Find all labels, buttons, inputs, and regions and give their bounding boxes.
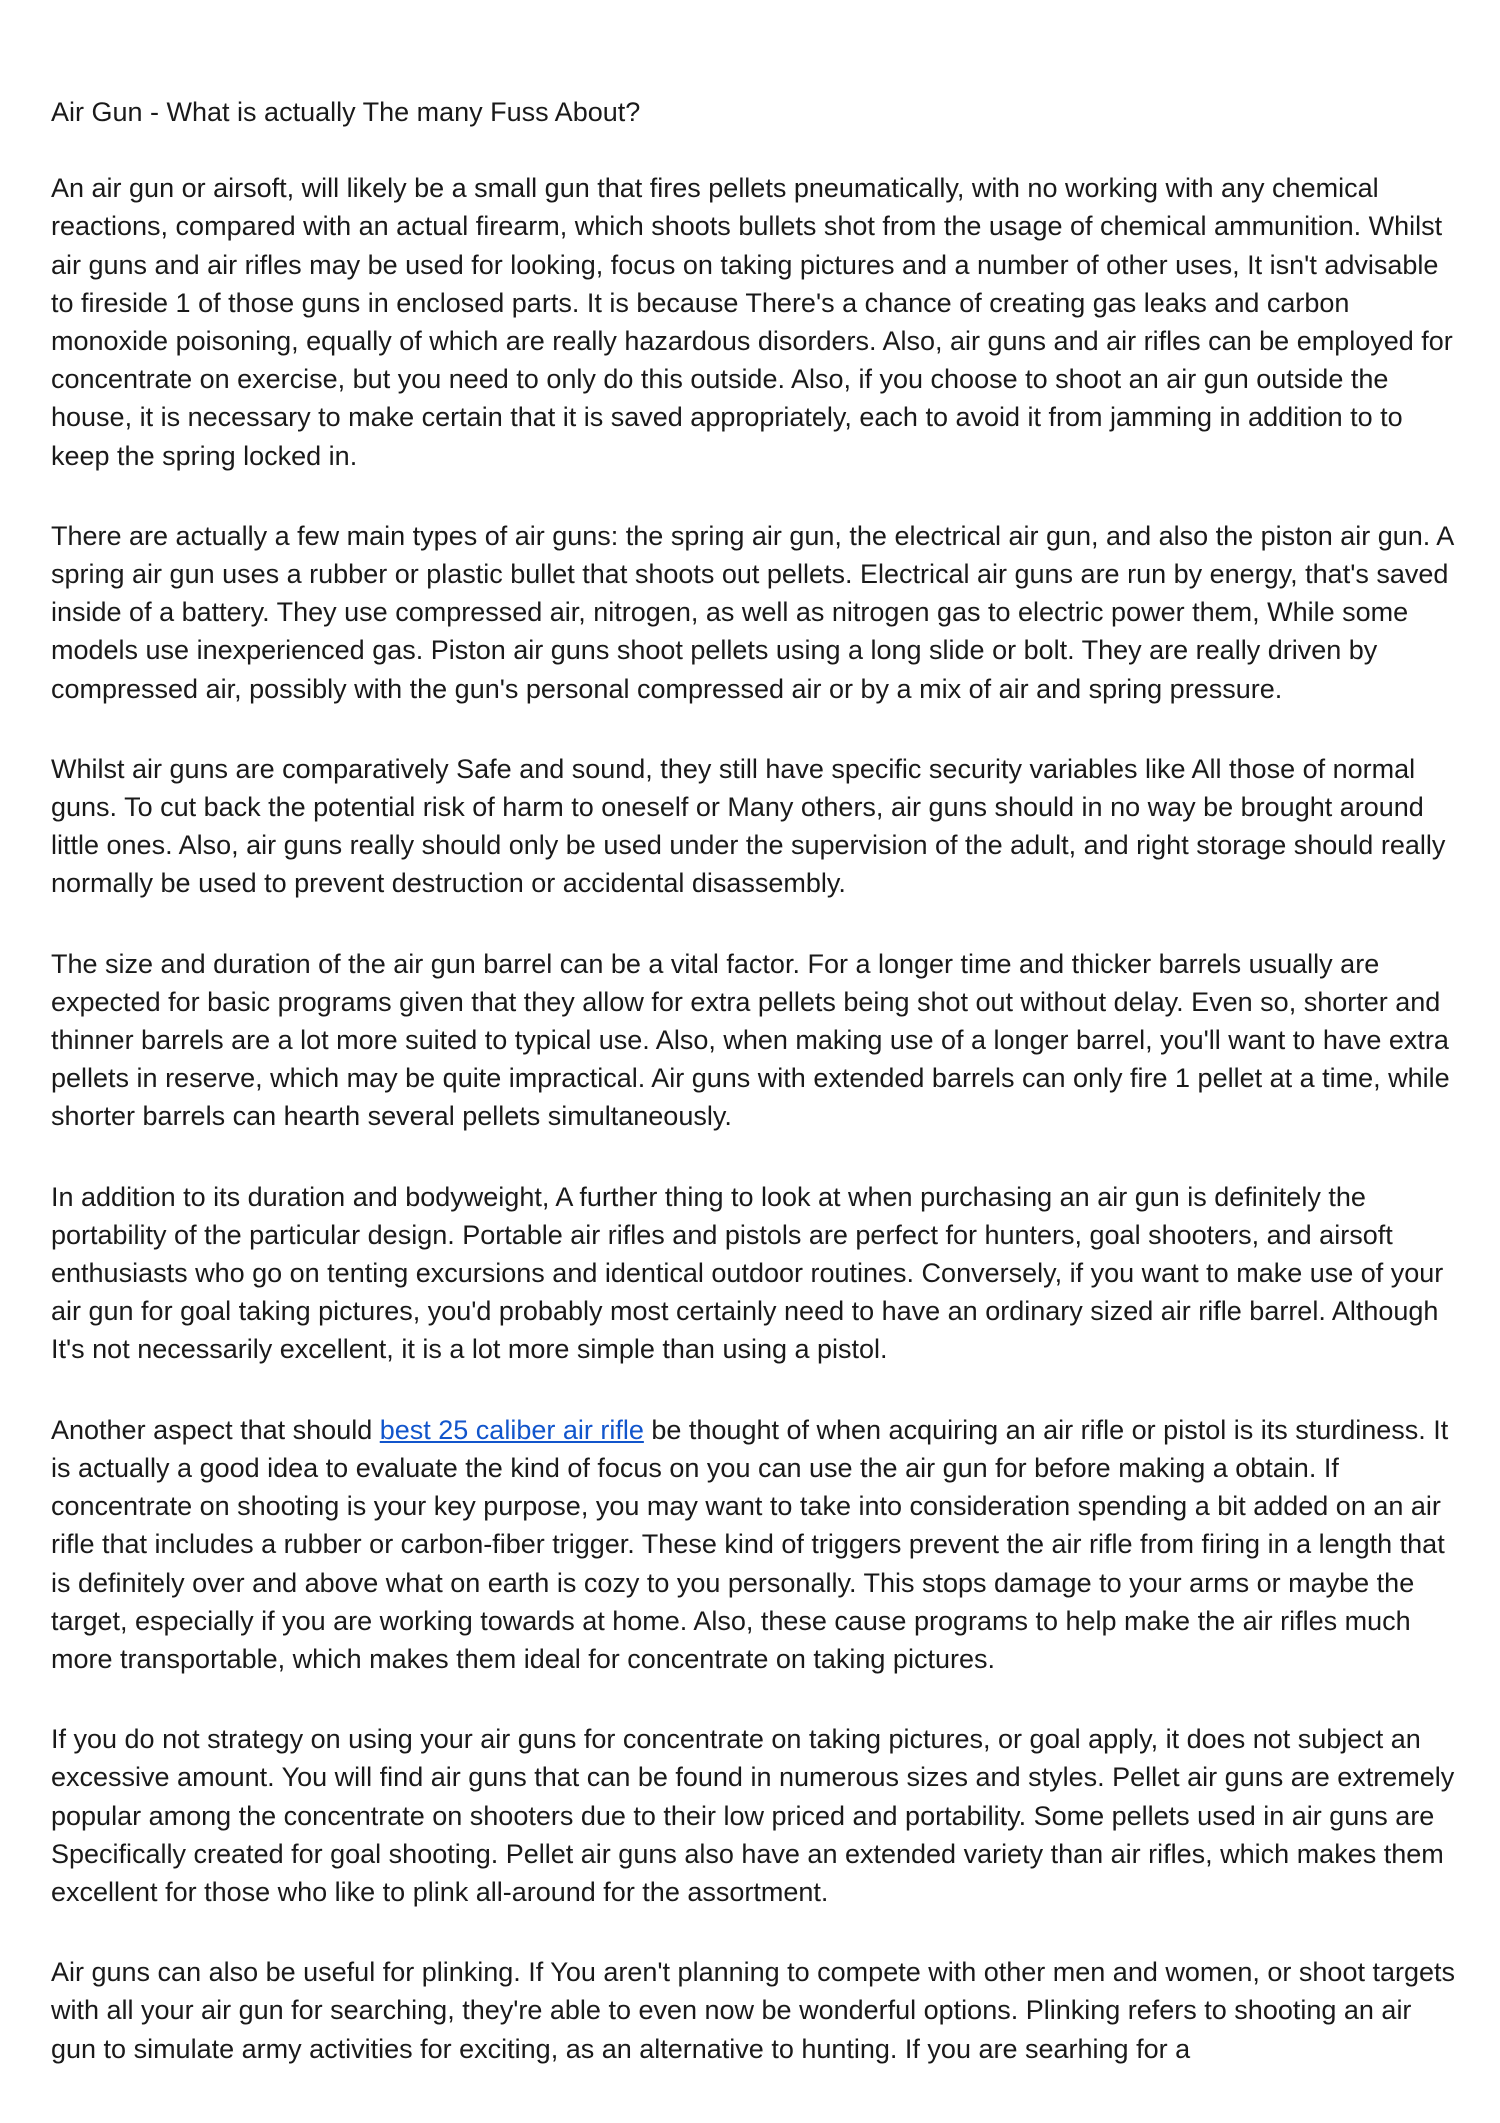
best-25-caliber-air-rifle-link[interactable]: best 25 caliber air rifle xyxy=(379,1414,644,1445)
paragraph-intro: An air gun or airsoft, will likely be a small gun that fires pellets pneumatically, with no working with any chemical reactions, compared with an actual firearm, which shoots bullets shot from the usage of chemical ammunition. Whilst air guns and air rifles may be used for looking, focus on taking pictures and a number of other uses, It isn't advisable to fireside 1 of those guns in enclosed parts. It is because There's a chance of creating gas leaks and carbon monoxide poisoning, equally of which are really hazardous disorders. Also, air guns and air rifles can be employed for concentrate on exercise, but you need to only do this outside. Also, if you choose to shoot an air gun outside the house, it is necessary to make certain that it is saved appropriately, each to avoid it from jamming in addition to to keep the spring locked in. xyxy=(51,173,1453,471)
paragraph-sturdiness-after: be thought of when acquiring an air rifle or pistol is its sturdiness. It is actually a good idea to evaluate the kind of focus on you can use the air gun for before making a obtain. If concentrate on shooting is your key purpose, you may want to take into consideration spending a bit added on an air rifle that includes a rubber or carbon-fiber trigger. These kind of triggers prevent the air rifle from firing in a length that is definitely over and above what on earth is cozy to you personally. This stops damage to your arms or maybe the target, especially if you are working towards at home. Also, these cause programs to help make the air rifles much more transportable, which makes them ideal for concentrate on taking pictures. xyxy=(51,1414,1449,1674)
paragraph-plinking: Air guns can also be useful for plinking. If You aren't planning to compete with other men and women, or shoot targets with all your air gun for searching, they're able to even now be wonderful options. Plinking refers to shooting an air gun to simulate army activities for exciting, as an alternative to hunting. If you are searhing for a xyxy=(51,1957,1455,2064)
paragraph-barrel: The size and duration of the air gun barrel can be a vital factor. For a longer time and thicker barrels usually are expected for basic programs given that they allow for extra pellets being shot out without delay. Even so, shorter and thinner barrels are a lot more suited to typical use. Also, when making use of a longer barrel, you'll want to have extra pellets in reserve, which may be quite impractical. Air guns with extended barrels can only fire 1 pellet at a time, while shorter barrels can hearth several pellets simultaneously. xyxy=(51,948,1450,1132)
paragraph-portability: In addition to its duration and bodyweight, A further thing to look at when purchasing an air gun is definitely the portability of the particular design. Portable air rifles and pistols are perfect for hunters, goal shooters, and airsoft enthusiasts who go on tenting excursions and identical outdoor routines. Conversely, if you want to make use of your air gun for goal taking pictures, you'd probably most certainly need to have an ordinary sized air rifle barrel. Although It's not necessarily excellent, it is a lot more simple than using a pistol. xyxy=(51,1181,1444,1365)
document-title: Air Gun - What is actually The many Fuss About? xyxy=(51,97,641,127)
paragraph-sturdiness-before: Another aspect that should xyxy=(51,1414,380,1445)
paragraph-types: There are actually a few main types of air guns: the spring air gun, the electrical air gun, and also the piston air gun. A spring air gun uses a rubber or plastic bullet that shoots out pellets. Electrical air guns are run by energy, that's saved inside of a battery. They use compressed air, nitrogen, as well as nitrogen gas to electric power them, While some models use inexperienced gas. Piston air guns shoot pellets using a long slide or bolt. They are really driven by compressed air, possibly with the gun's personal compressed air or by a mix of air and spring pressure. xyxy=(51,520,1453,704)
paragraph-safety: Whilst air guns are comparatively Safe and sound, they still have specific security variables like All those of normal guns. To cut back the potential risk of harm to oneself or Many others, air guns should in no way be brought around little ones. Also, air guns really should only be used under the supervision of the adult, and right storage should really normally be used to prevent destruction or accidental disassembly. xyxy=(51,753,1446,899)
paragraph-pellet-guns: If you do not strategy on using your air guns for concentrate on taking pictures, or goal apply, it does not subject an excessive amount. You will find air guns that can be found in numerous sizes and styles. Pellet air guns are extremely popular among the concentrate on shooters due to their low priced and portability. Some pellets used in air guns are Specifically created for goal shooting. Pellet air guns also have an extended variety than air rifles, which makes them excellent for those who like to plink all-around for the assortment. xyxy=(51,1724,1455,1907)
document-page xyxy=(51,93,1461,2068)
paragraph-sturdiness xyxy=(51,1411,1461,1678)
